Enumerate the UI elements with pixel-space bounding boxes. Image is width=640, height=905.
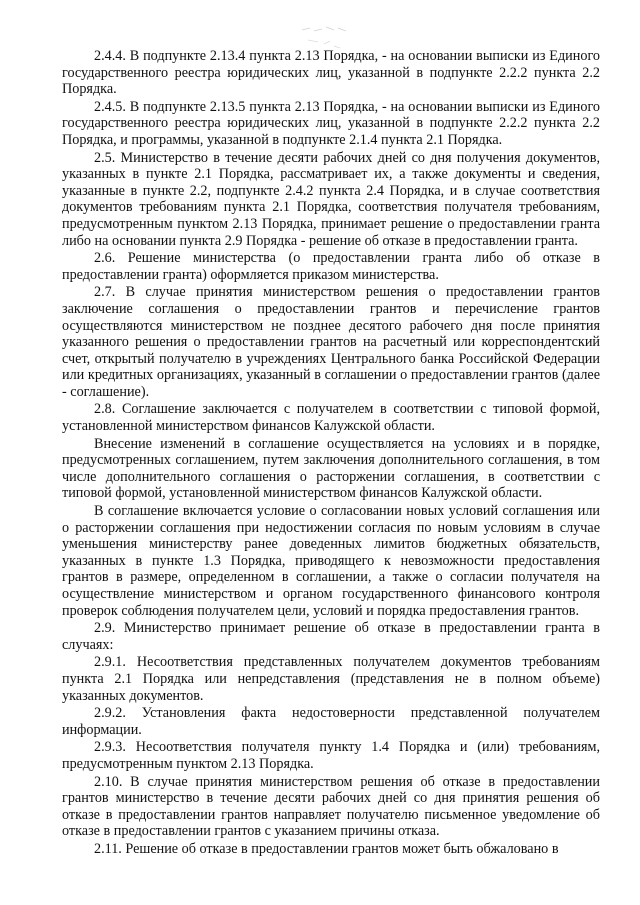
- paragraph-2-9: 2.9. Министерство принимает решение об отказе в предоставлении гранта в случаях:: [62, 620, 600, 653]
- paragraph-amendments: Внесение изменений в соглашение осуществляется на условиях и в порядке, предусмотренных соглашением, путем заключения дополнительного соглашения, в том числе дополнительного соглашения о расторжении соглашения, в соответствии с типовой формой, установленной министерством финансов Калужской области.: [62, 435, 600, 502]
- paragraph-2-10: 2.10. В случае принятия министерством решения об отказе в предоставлении грантов министерство в течение десяти рабочих дней со дня принятия решения об отказе в предоставлении грантов направляет получателю письменное уведомление об отказе в предоставлении грантов с указанием причины отказа.: [62, 773, 600, 840]
- paragraph-agreement-conditions: В соглашение включается условие о согласовании новых условий соглашения или о расторжении соглашения при недостижении согласия по новым условиям в случае уменьшения министерству ранее доведенных лимитов бюджетных обязательств, указанных в пункте 1.3 Порядка, приводящего к невозможности предоставления грантов в размере, определенном в соглашении, а также о согласии получателя на осуществление министерством и органом государственного финансового контроля проверок соблюдения получателем цели, условий и порядка предоставления грантов.: [62, 503, 600, 619]
- paragraph-2-5: 2.5. Министерство в течение десяти рабочих дней со дня получения документов, указанных в пункте 2.1 Порядка, рассматривает их, а также документы и сведения, указанные в пункте 2.2, подпункте 2.4.2 пункта 2.4 Порядка, и в случае соответствия документов требованиям пункта 2.1 Порядка, соответствия получателя требованиям, предусмотренным пунктом 2.13 Порядка, принимает решение о предоставлении гранта либо на основании пункта 2.9 Порядка - решение об отказе в предоставлении гранта.: [62, 149, 600, 249]
- paragraph-2-4-5: 2.4.5. В подпункте 2.13.5 пункта 2.13 Порядка, - на основании выписки из Единого государственного реестра юридических лиц, указанной в подпункте 2.2.2 пункта 2.2 Порядка, и программы, указанной в подпункте 2.1.4 пункта 2.1 Порядка.: [62, 98, 600, 148]
- paragraph-2-11: 2.11. Решение об отказе в предоставлении грантов может быть обжаловано в: [94, 840, 559, 857]
- paragraph-2-9-2: 2.9.2. Установления факта недостоверности представленной получателем информации.: [62, 705, 600, 738]
- paragraph-2-8: 2.8. Соглашение заключается с получателем в соответствии с типовой формой, установленной министерством финансов Калужской области.: [62, 401, 600, 435]
- paragraph-2-7: 2.7. В случае принятия министерством решения о предоставлении грантов заключение соглашения о предоставлении грантов и перечисление грантов осуществляются министерством не позднее десятого рабочего дня после принятия указанного решения о предоставлении грантов на расчетный или корреспондентский счет, открытый получателю в учреждениях Центрального банка Российской Федерации или кредитных организациях, указанный в соглашении о предоставлении грантов (далее - соглашение).: [62, 284, 600, 400]
- paragraph-2-4-4: 2.4.4. В подпункте 2.13.4 пункта 2.13 Порядка, - на основании выписки из Единого государственного реестра юридических лиц, указанной в подпункте 2.2.2 пункта 2.2 Порядка.: [62, 48, 600, 98]
- paragraph-2-6: 2.6. Решение министерства (о предоставлении гранта либо об отказе в предоставлении гранта) оформляется приказом министерства.: [62, 250, 600, 283]
- paragraph-2-9-3: 2.9.3. Несоответствия получателя пункту 1.4 Порядка и (или) требованиям, предусмотренным пунктом 2.13 Порядка.: [62, 739, 600, 772]
- paragraph-2-9-1: 2.9.1. Несоответствия представленных получателем документов требованиям пункта 2.1 Порядка или непредставления (представления не в полном объеме) указанных документов.: [62, 654, 600, 704]
- document-body: [62, 48, 600, 859]
